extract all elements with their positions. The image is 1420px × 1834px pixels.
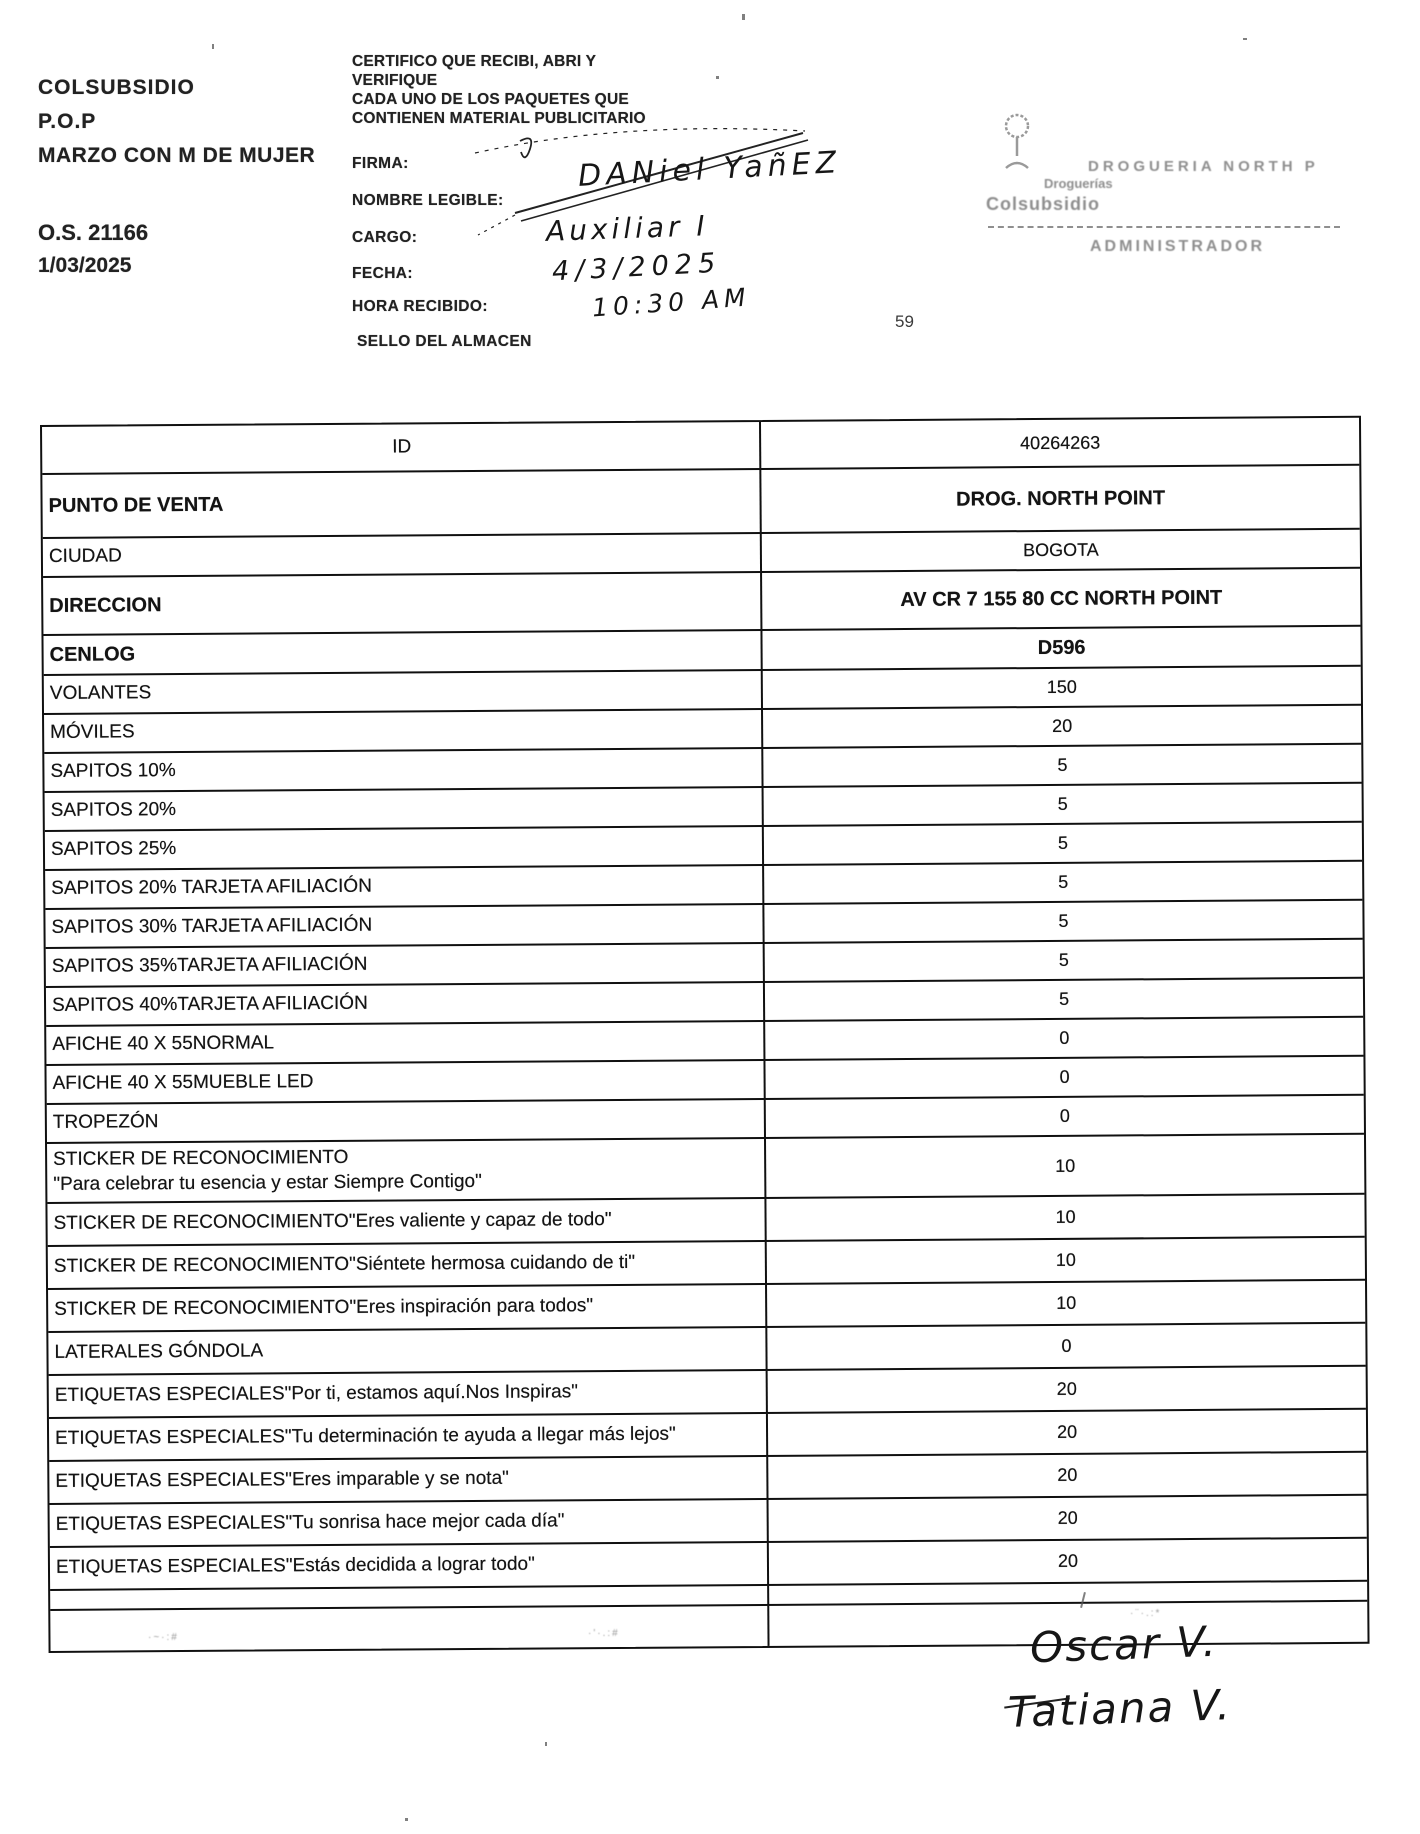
certify-line-1: CERTIFICO QUE RECIBI, ABRI Y [352,53,597,70]
scan-smudge: ·~·:# [148,1632,179,1643]
row-value: 20 [1052,715,1073,736]
scan-artifact [1243,38,1247,40]
row-label: VOLANTES [44,671,763,713]
row-value: 5 [1057,793,1068,814]
row-label: SAPITOS 20% TARJETA AFILIACIÓN [45,866,764,908]
row-value: 0 [1059,1027,1070,1048]
scan-artifact [212,44,214,49]
table-row [43,569,1360,636]
scan-artifact [716,76,719,79]
brand-line-3: MARZO CON M DE MUJER [38,144,316,167]
row-label: ETIQUETAS ESPECIALES"Por ti, estamos aquí.Nos Inspiras" [49,1371,768,1417]
row-value: 5 [1057,754,1068,775]
row-label: ETIQUETAS ESPECIALES"Tu sonrisa hace mejor cada día" [50,1500,769,1546]
row-value: DROG. NORTH POINT [956,486,1166,511]
nombre-legible-label: NOMBRE LEGIBLE: [352,192,504,209]
stamp-store-name: DROGUERIA NORTH P [1088,158,1319,175]
row-value: 0 [1059,1105,1070,1126]
row-label: ETIQUETAS ESPECIALES"Tu determinación te ayuda a llegar más lejos" [49,1414,768,1460]
row-label: SAPITOS 35%TARJETA AFILIACIÓN [46,944,765,986]
row-label: DIRECCION [43,573,762,634]
brand-line-2: P.O.P [38,110,97,133]
row-value: 20 [1057,1421,1078,1442]
order-number: O.S. 21166 [38,220,149,245]
row-value: 0 [1059,1066,1070,1087]
row-label: SAPITOS 25% [45,827,764,869]
hora-recibido-label: HORA RECIBIDO: [352,298,488,315]
colsubsidio-stamp-logo-icon [1000,112,1034,176]
row-value: 10 [1055,1206,1076,1227]
row-label: ETIQUETAS ESPECIALES"Eres imparable y se nota" [49,1457,768,1503]
row-label: STICKER DE RECONOCIMIENTO "Para celebrar tu esencia y estar Siempre Contigo" [47,1139,766,1202]
row-value: 150 [1046,676,1077,697]
firma-label: FIRMA: [352,155,409,172]
stamp-dashed-line [988,226,1340,228]
scan-artifact [742,14,745,20]
sello-almacen-label: SELLO DEL ALMACEN [357,333,532,350]
row-label: SAPITOS 20% [45,788,764,830]
stamp-colsubsidio: Colsubsidio [986,194,1100,214]
row-label: CIUDAD [43,534,762,576]
row-value: 5 [1057,832,1069,853]
scan-artifact [545,1742,547,1746]
row-value: AV CR 7 155 80 CC NORTH POINT [900,586,1223,611]
handwritten-fecha: 4/3/2025 [551,247,722,288]
row-value: 5 [1058,949,1069,970]
stamp-droguerias: Droguerías [1044,176,1113,191]
scan-smudge: ·¨·.:* [1130,1608,1162,1619]
row-value: 5 [1058,988,1070,1009]
row-value: BOGOTA [1023,539,1099,561]
signature-oscar: Oscar V. [1029,1616,1219,1673]
page-number: 59 [895,312,914,331]
row-label: SAPITOS 40%TARJETA AFILIACIÓN [46,983,765,1025]
row-value: 10 [1056,1292,1077,1313]
fecha-label: FECHA: [352,265,413,282]
certify-line-3: CADA UNO DE LOS PAQUETES QUE [352,91,629,108]
pop-table-body [42,418,1368,1651]
row-label [50,1586,769,1609]
certify-line-2: VERIFIQUE [352,72,438,89]
row-value [769,1582,1367,1604]
row-label: AFICHE 40 X 55MUEBLE LED [46,1061,765,1103]
row-value: 20 [1057,1550,1079,1571]
row-value: 0 [1061,1335,1072,1356]
row-label: LATERALES GÓNDOLA [48,1328,767,1374]
brand-line-1: COLSUBSIDIO [38,76,195,99]
pop-material-table [40,416,1370,1653]
table-row [42,466,1359,539]
row-value: 20 [1057,1507,1078,1528]
row-label: TROPEZÓN [47,1100,766,1142]
handwritten-cargo: Auxiliar I [545,209,710,248]
handwritten-nombre: DANiel YañEZ [577,145,842,194]
row-label: ETIQUETAS ESPECIALES"Estás decidida a lograr todo" [50,1543,769,1589]
row-label: STICKER DE RECONOCIMIENTO"Eres inspiración para todos" [48,1285,767,1331]
row-value: 5 [1058,910,1069,931]
order-date: 1/03/2025 [38,254,132,277]
certify-line-4: CONTIENEN MATERIAL PUBLICITARIO [352,110,646,127]
row-label: PUNTO DE VENTA [42,470,761,537]
row-value: 40264263 [1020,432,1101,453]
row-value: D596 [1037,636,1086,659]
row-label: ID [42,422,761,473]
row-value: 20 [1057,1464,1078,1485]
row-label: STICKER DE RECONOCIMIENTO"Siéntete hermosa cuidando de ti" [48,1242,767,1288]
scan-artifact [405,1818,408,1821]
row-label: AFICHE 40 X 55NORMAL [46,1022,765,1064]
row-value: 10 [1055,1155,1076,1176]
row-label: CENLOG [43,631,762,674]
handwritten-hora: 10:30 AM [591,282,752,323]
row-value: 5 [1058,871,1069,892]
table-row [47,1135,1364,1204]
row-label [50,1606,769,1651]
row-label: STICKER DE RECONOCIMIENTO"Eres valiente y capaz de todo" [47,1199,766,1245]
row-value: 20 [1056,1378,1077,1399]
row-value: 10 [1055,1249,1076,1270]
row-label: SAPITOS 30% TARJETA AFILIACIÓN [45,905,764,947]
cargo-label: CARGO: [352,229,418,246]
scan-smudge: ·'·.:# [588,1628,620,1639]
row-label: MÓVILES [44,710,763,752]
signature-tatiana: Tatiana V. [1007,1680,1233,1737]
stamp-role: ADMINISTRADOR [1090,238,1265,255]
row-label: SAPITOS 10% [44,749,763,791]
